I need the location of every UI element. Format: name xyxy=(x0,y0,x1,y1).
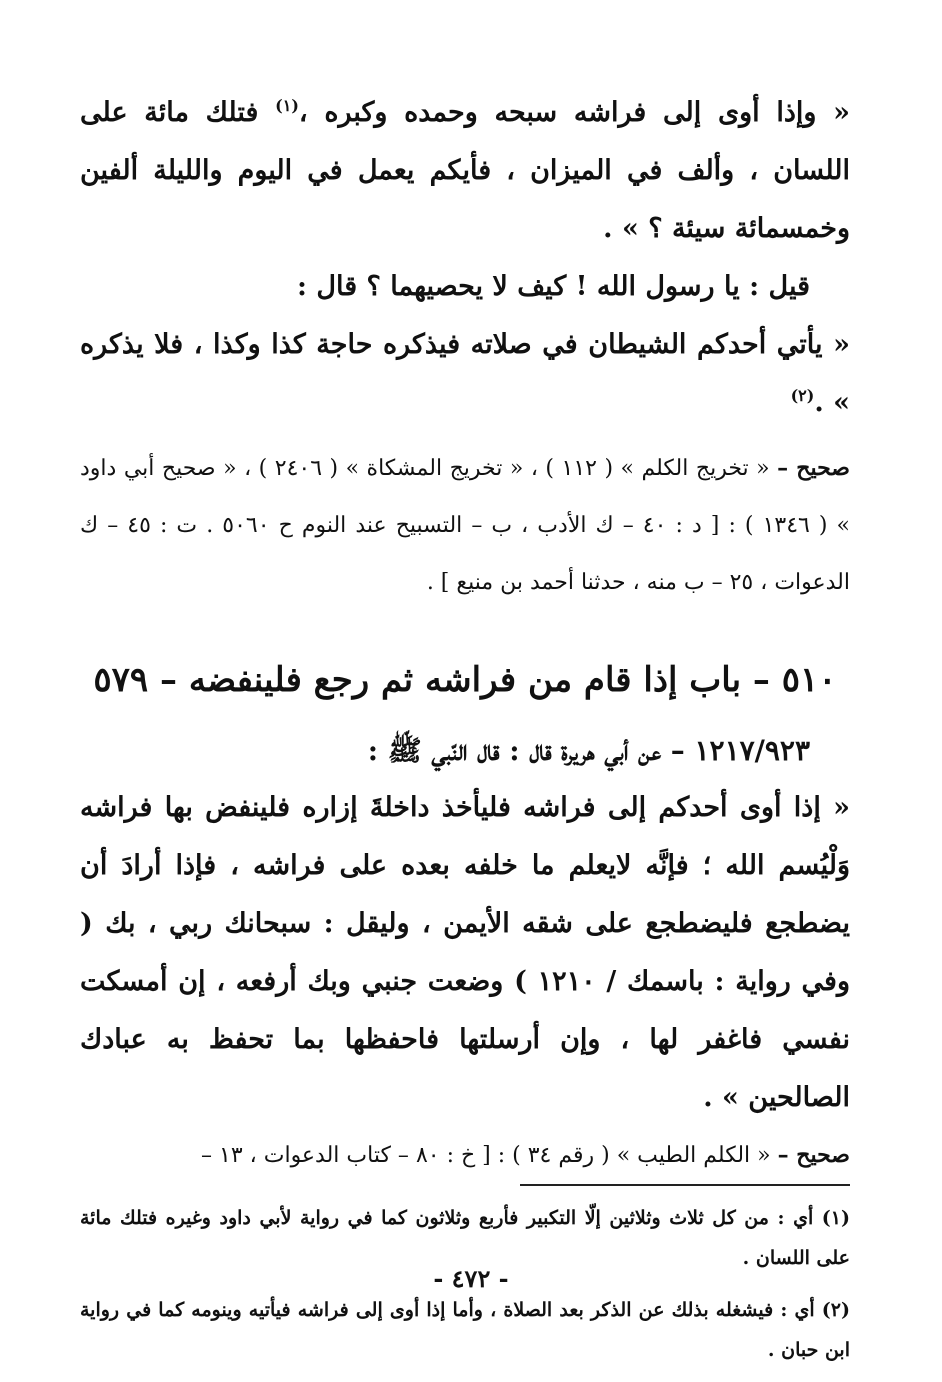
page-number: - ٤٧٢ - xyxy=(433,1264,509,1293)
source-citation-2 xyxy=(80,1127,850,1184)
footnote-1: (١) أي : من كل ثلاث وثلاثين إلّا التكبير فأربع وثلاثون كما في رواية لأبي داود وغيره فتلك مائة على اللسان . xyxy=(80,1207,850,1269)
footnote-ref-1[interactable]: (١) xyxy=(275,96,299,115)
chapter-heading: ٥١٠ – باب إذا قام من فراشه ثم رجع فلينفضه – ٥٧٩ xyxy=(93,660,837,700)
hadith-header: ١٢١٧/٩٢٣ – عن أبي هريرة قال : قال النّبي ﷺ : xyxy=(367,734,810,767)
answer-paragraph xyxy=(80,316,850,432)
citation-text-2: « الكلم الطيب » ( رقم ٣٤ ) : [ خ : ٨٠ – كتاب الدعوات ، ١٣ – xyxy=(201,1143,778,1168)
grading-label: صحيح – xyxy=(777,455,850,481)
footnote-ref-2[interactable]: (٢) xyxy=(790,386,815,405)
footnote-divider xyxy=(80,1184,850,1192)
question-paragraph: قيل : يا رسول الله ! كيف لا يحصيهما ؟ قال : xyxy=(296,271,810,302)
divider-line xyxy=(520,1184,850,1186)
footnote-2: (٢) أي : فيشغله بذلك عن الذكر بعد الصلاة ، وأما إذا أوى إلى فراشه فيأتيه وينومه كما في رواية ابن حبان . xyxy=(80,1299,850,1361)
hadith-continuation-paragraph xyxy=(80,84,850,258)
page-body xyxy=(80,84,850,1382)
quote-part-2: فتلك مائة على اللسان ، وألف في الميزان ، فأيكم يعمل في اليوم والليلة ألفين وخمسمائة سيئة ؟ » . xyxy=(80,97,850,244)
source-citation-1 xyxy=(80,440,850,611)
quote-part-1: « وإذا أوى إلى فراشه سبحه وحمده وكبره ، xyxy=(298,97,850,128)
answer-text: « يأتي أحدكم الشيطان في صلاته فيذكره حاجة كذا وكذا ، فلا يذكره » . xyxy=(80,329,850,418)
grading-label-2: صحيح – xyxy=(777,1142,850,1168)
citation-text: « تخريج الكلم » ( ١١٢ ) ، « تخريج المشكاة » ( ٢٤٠٦ ) ، « صحيح أبي داود » ( ١٣٤٦ ) : [ د : ٤٠ – ك الأدب ، ب – التسبيح عند النوم ح ٥٠٦٠ . ت : ٤٥ – ك الدعوات ، ٢٥ – ب منه ، حدثنا أحمد بن منيع ] . xyxy=(80,456,850,595)
hadith-text-paragraph: « إذا أوى أحدكم إلى فراشه فليأخذ داخلةَ إزاره فلينفض بها فراشه وَلْيُسم الله ؛ فإنَّه لايعلم ما خلفه بعده على فراشه ، فإذا أرادَ أن يضطجع فليضطجع على شقه الأيمن ، وليقل : سبحانك ربي ، بك ( وفي رواية : باسمك / ١٢١٠ ) وضعت جنبي وبك أرفعه ، إن أمسكت نفسي فاغفر لها ، وإن أرسلتها فاحفظها بما تحفظ به عبادك الصالحين » . xyxy=(80,792,850,1113)
